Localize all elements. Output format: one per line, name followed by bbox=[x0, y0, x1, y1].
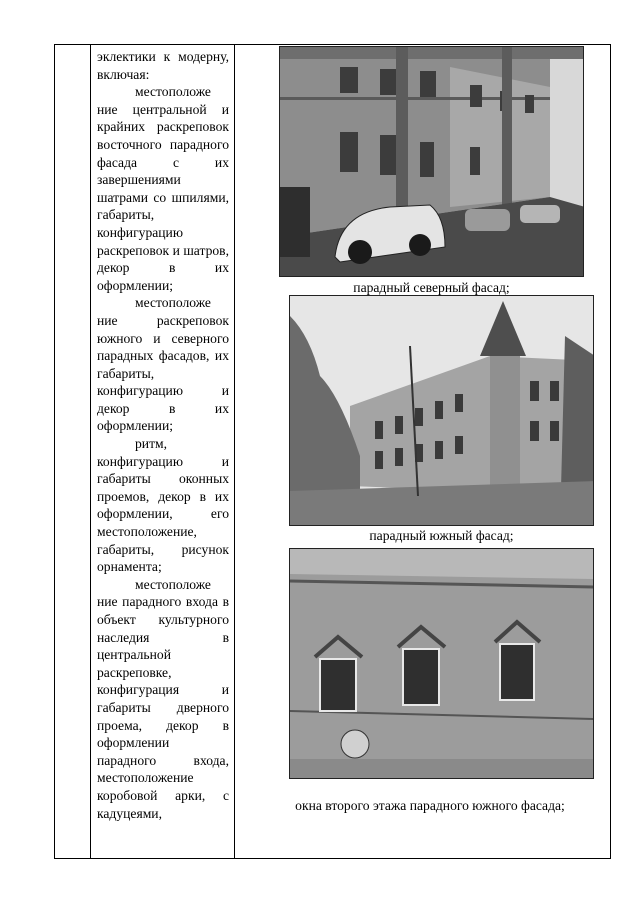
caption-south-facade: парадный южный фасад; bbox=[369, 528, 514, 543]
column-divider-2 bbox=[234, 44, 235, 859]
caption-windows: окна второго этажа парадного южного фасада; bbox=[295, 798, 565, 813]
windows-closeup-photo-icon bbox=[290, 549, 594, 779]
north-facade-photo bbox=[279, 46, 584, 277]
building-street-photo-icon bbox=[280, 47, 584, 277]
caption-north-facade: парадный северный фасад; bbox=[353, 280, 510, 295]
paragraph-east-facade: местоположе ние центральной и крайних раскреповок восточного парадного фасада с их завершениями шатрами со шпилями, габариты, конфигурацию раскреповок и шатров, декор в их оформлении; bbox=[97, 84, 229, 293]
south-facade-photo bbox=[289, 295, 594, 526]
paragraph-intro: эклектики к модерну, включая: bbox=[97, 49, 229, 82]
column-divider-1 bbox=[90, 44, 91, 859]
paragraph-window-openings: ритм, конфигурацию и габариты оконных проемов, декор в их оформлении, его местоположение, габариты, рисунок орнамента; bbox=[97, 436, 229, 575]
windows-photo bbox=[289, 548, 594, 779]
building-corner-photo-icon bbox=[290, 296, 594, 526]
paragraph-main-entrance: местоположе ние парадного входа в объект культурного наследия в центральной раскреповке, конфигурация и габариты дверного проема, декор в оформлении парадного входа, местоположение коробовой арки, с кадуцеями, bbox=[97, 576, 229, 821]
paragraph-south-north-facades: местоположе ние раскреповок южного и северного парадных фасадов, их габариты, конфигурацию и декор в их оформлении; bbox=[97, 295, 229, 434]
description-text bbox=[97, 48, 229, 822]
